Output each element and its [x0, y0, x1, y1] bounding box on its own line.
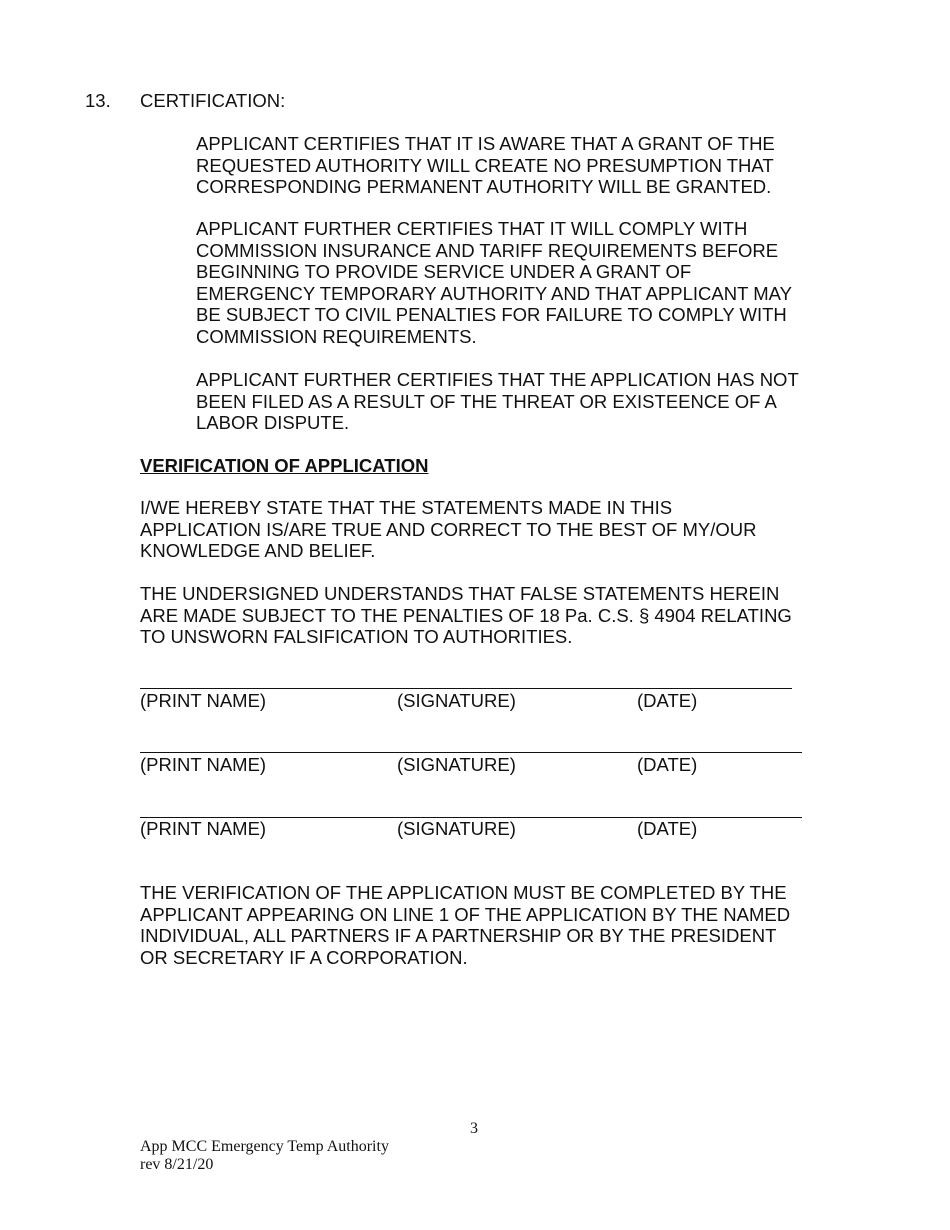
print-name-label: (PRINT NAME): [140, 818, 267, 839]
verification-heading: VERIFICATION OF APPLICATION: [140, 455, 429, 476]
certification-paragraph-1: [196, 133, 775, 198]
signature-label: (SIGNATURE): [397, 754, 516, 775]
date-label: (DATE): [637, 690, 698, 711]
text-line: BE SUBJECT TO CIVIL PENALTIES FOR FAILURE TO COMPLY WITH: [196, 304, 787, 326]
print-name-label: (PRINT NAME): [140, 690, 267, 711]
text-line: ARE MADE SUBJECT TO THE PENALTIES OF 18 Pa. C.S. § 4904 RELATING: [140, 604, 792, 626]
signature-line[interactable]: [140, 688, 792, 689]
text-line: BEEN FILED AS A RESULT OF THE THREAT OR EXISTEENCE OF A: [196, 390, 777, 412]
text-line: THE UNDERSIGNED UNDERSTANDS THAT FALSE STATEMENTS HEREIN: [140, 583, 780, 604]
closing-paragraph: [140, 882, 790, 968]
text-line: EMERGENCY TEMPORARY AUTHORITY AND THAT APPLICANT MAY: [196, 282, 792, 304]
footer-form-name: App MCC Emergency Temp Authority: [140, 1138, 389, 1155]
text-line: COMMISSION INSURANCE AND TARIFF REQUIREMENTS BEFORE: [196, 239, 779, 261]
text-line: REQUESTED AUTHORITY WILL CREATE NO PRESUMPTION THAT: [196, 154, 774, 176]
section-title: CERTIFICATION:: [140, 90, 286, 111]
date-label: (DATE): [637, 818, 698, 839]
date-label: (DATE): [637, 754, 698, 775]
certification-paragraph-2: [196, 218, 792, 348]
page-number: 3: [470, 1120, 478, 1137]
print-name-label: (PRINT NAME): [140, 754, 267, 775]
text-line: BEGINNING TO PROVIDE SERVICE UNDER A GRANT OF: [196, 261, 692, 283]
section-number: 13.: [85, 90, 111, 111]
certification-paragraph-3: [196, 369, 799, 434]
verification-paragraph-1: [140, 497, 756, 562]
text-line: I/WE HEREBY STATE THAT THE STATEMENTS MADE IN THIS: [140, 497, 673, 518]
text-line: OR SECRETARY IF A CORPORATION.: [140, 946, 468, 968]
footer-revision: rev 8/21/20: [140, 1156, 214, 1173]
text-line: KNOWLEDGE AND BELIEF.: [140, 540, 376, 562]
text-line: APPLICANT FURTHER CERTIFIES THAT THE APPLICATION HAS NOT: [196, 369, 799, 390]
text-line: TO UNSWORN FALSIFICATION TO AUTHORITIES.: [140, 626, 573, 648]
signature-line[interactable]: [140, 752, 802, 753]
text-line: COMMISSION REQUIREMENTS.: [196, 325, 477, 347]
text-line: APPLICANT APPEARING ON LINE 1 OF THE APPLICATION BY THE NAMED: [140, 903, 791, 925]
text-line: APPLICATION IS/ARE TRUE AND CORRECT TO THE BEST OF MY/OUR: [140, 518, 757, 540]
text-line: LABOR DISPUTE.: [196, 412, 350, 434]
text-line: THE VERIFICATION OF THE APPLICATION MUST BE COMPLETED BY THE: [140, 882, 787, 903]
signature-label: (SIGNATURE): [397, 818, 516, 839]
text-line: APPLICANT FURTHER CERTIFIES THAT IT WILL COMPLY WITH: [196, 218, 748, 239]
text-line: CORRESPONDING PERMANENT AUTHORITY WILL BE GRANTED.: [196, 176, 772, 198]
text-line: APPLICANT CERTIFIES THAT IT IS AWARE THAT A GRANT OF THE: [196, 133, 775, 154]
text-line: INDIVIDUAL, ALL PARTNERS IF A PARTNERSHIP OR BY THE PRESIDENT: [140, 925, 777, 947]
signature-label: (SIGNATURE): [397, 690, 516, 711]
verification-paragraph-2: [140, 583, 792, 648]
